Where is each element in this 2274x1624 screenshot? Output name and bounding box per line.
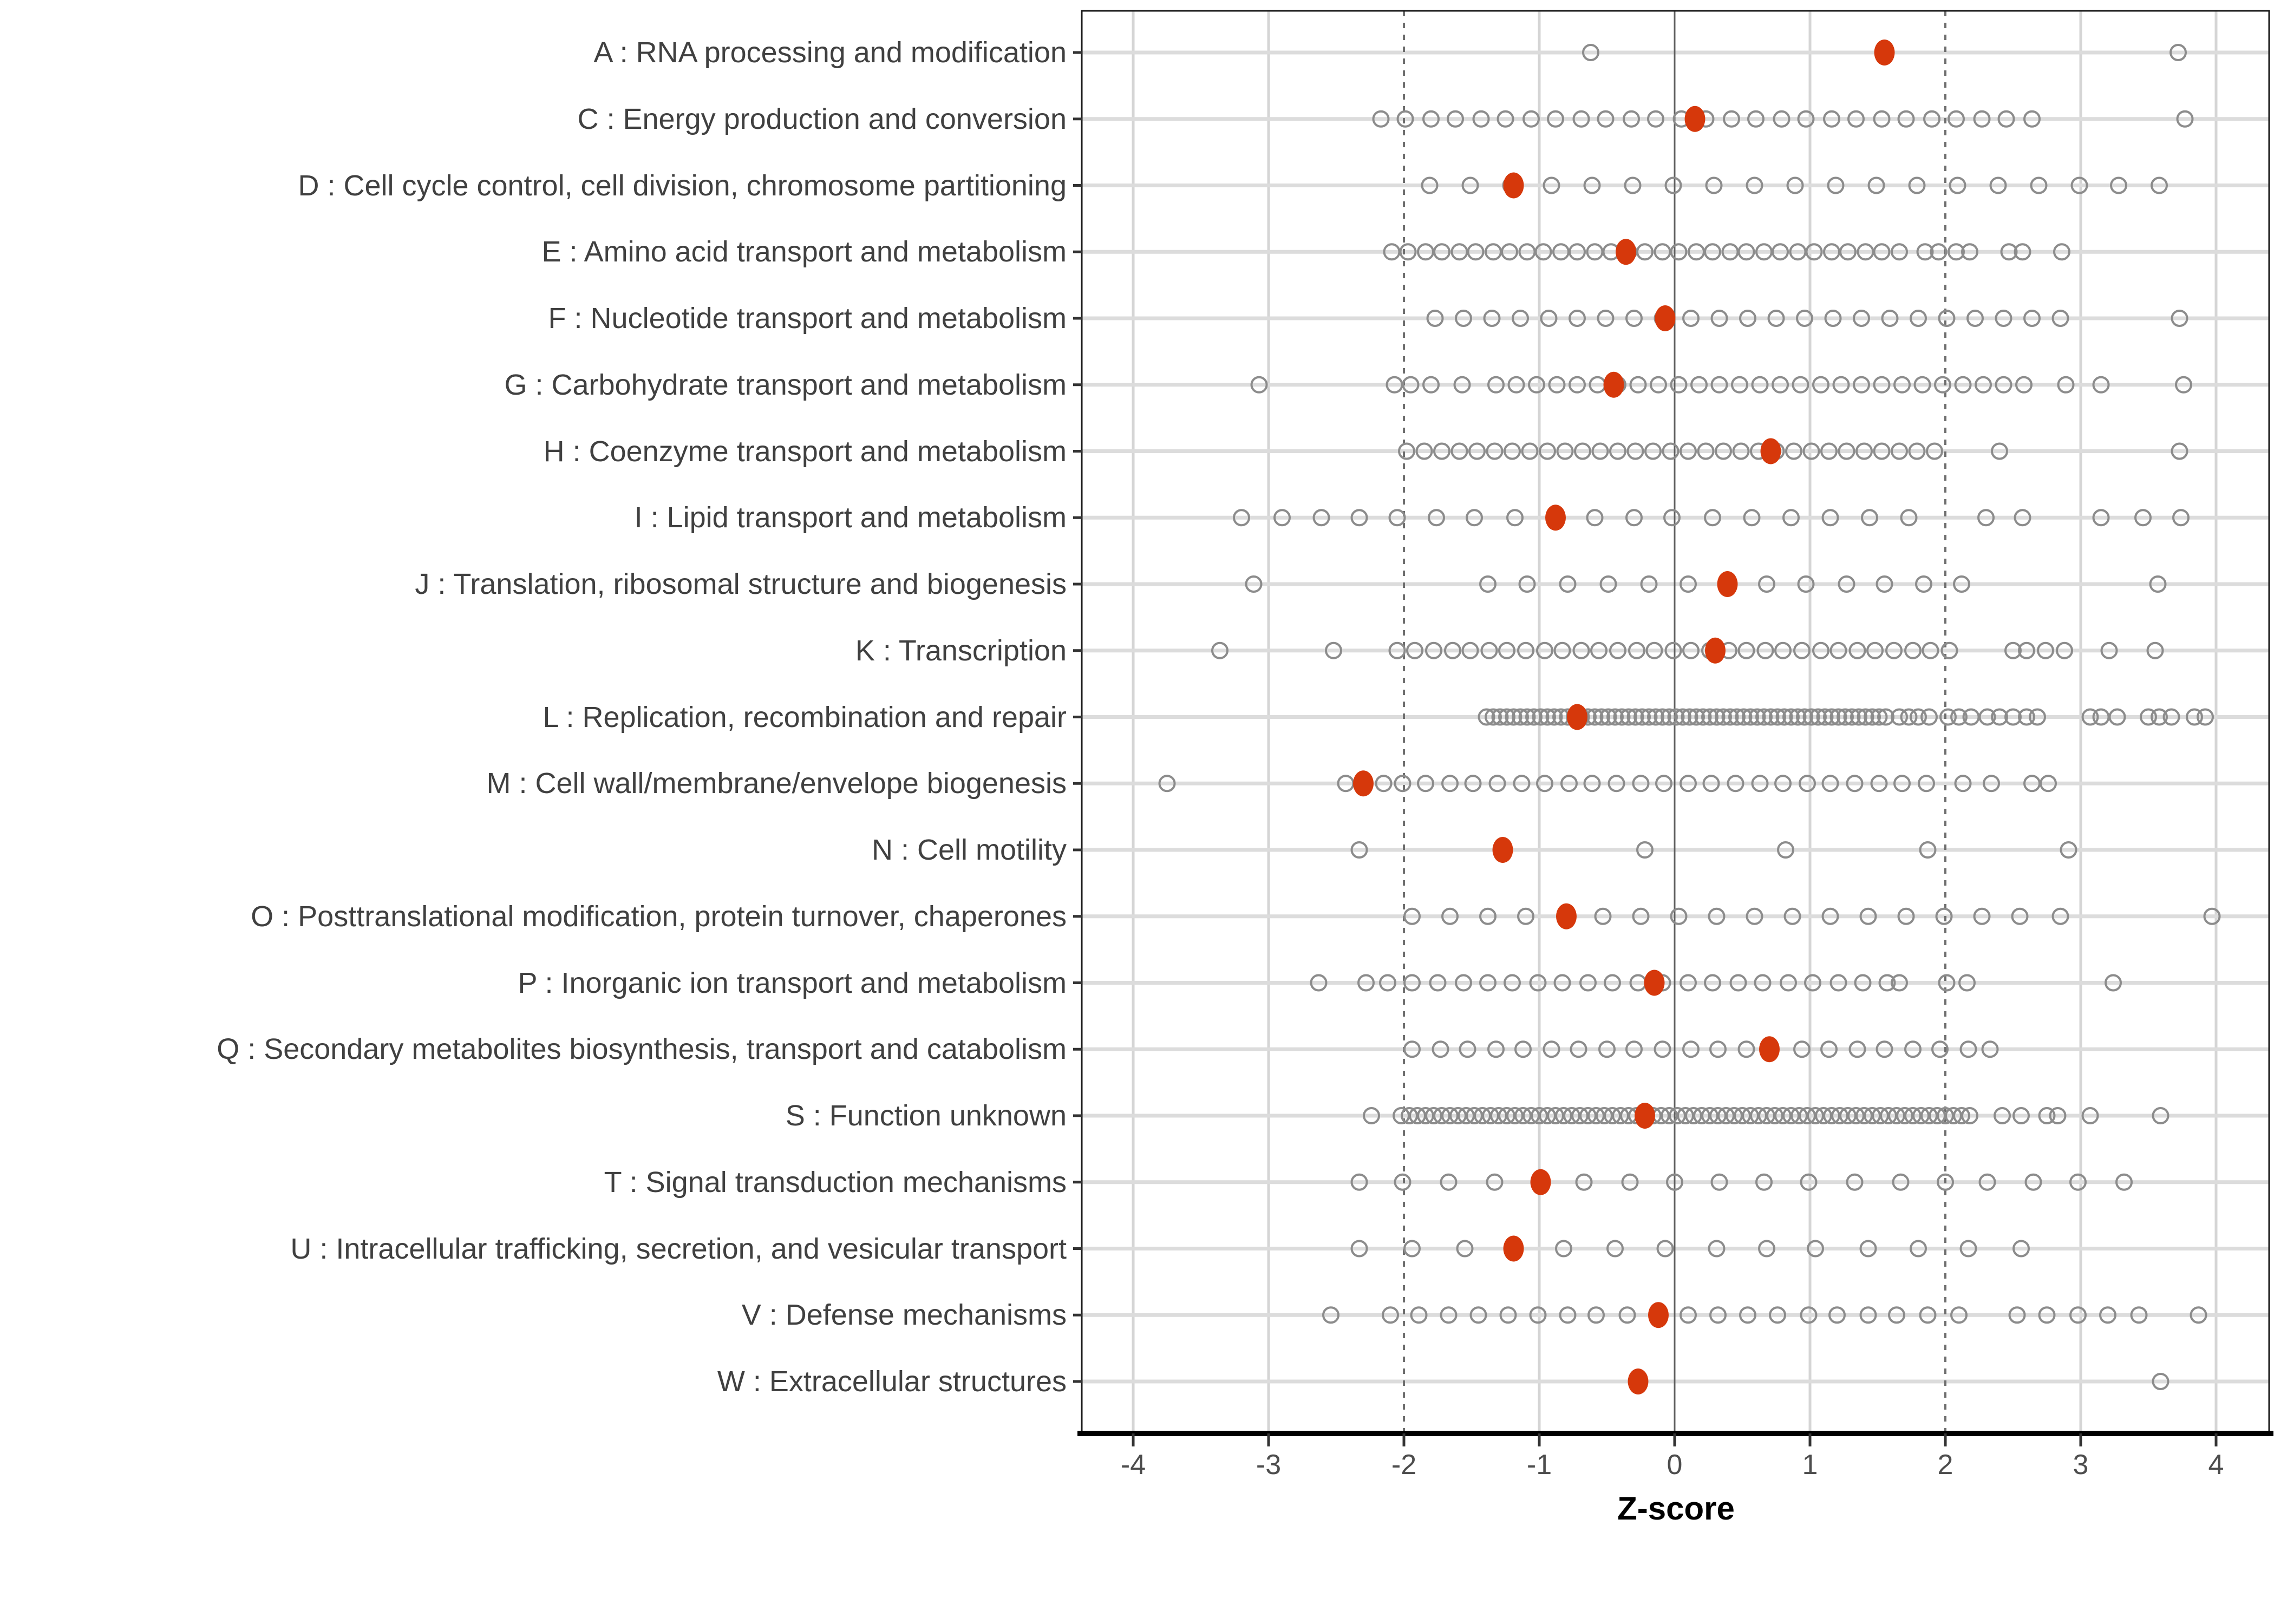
x-axis-title: Z-score <box>1617 1490 1735 1527</box>
category-label: F : Nucleotide transport and metabolism <box>548 302 1067 335</box>
query-point <box>1556 903 1577 929</box>
x-tick-label: 2 <box>1937 1449 1953 1481</box>
category-label: M : Cell wall/membrane/envelope biogenesis <box>486 767 1067 800</box>
x-tick-label: -4 <box>1120 1449 1146 1481</box>
category-label: E : Amino acid transport and metabolism <box>541 235 1067 269</box>
query-point <box>1628 1368 1649 1394</box>
query-point <box>1616 239 1636 265</box>
query-point <box>1504 1236 1524 1262</box>
category-label: V : Defense mechanisms <box>741 1299 1067 1332</box>
x-tick-label: -3 <box>1256 1449 1282 1481</box>
category-label: T : Signal transduction mechanisms <box>604 1165 1067 1199</box>
category-label: G : Carbohydrate transport and metabolism <box>504 368 1067 401</box>
x-tick-label: -2 <box>1391 1449 1417 1481</box>
category-label: O : Posttranslational modification, protein turnover, chaperones <box>251 900 1067 933</box>
category-label: K : Transcription <box>855 634 1067 667</box>
x-tick-label: 1 <box>1802 1449 1818 1481</box>
category-label: J : Translation, ribosomal structure and biogenesis <box>415 568 1067 600</box>
query-point <box>1635 1103 1655 1129</box>
query-point <box>1504 173 1524 199</box>
category-label: D : Cell cycle control, cell division, chromosome partitioning <box>298 169 1067 202</box>
query-point <box>1874 40 1895 66</box>
x-tick-label: 0 <box>1667 1449 1683 1481</box>
category-label: P : Inorganic ion transport and metabolism <box>518 966 1067 999</box>
x-tick-label: 4 <box>2208 1449 2224 1481</box>
query-point <box>1759 1036 1780 1062</box>
query-point <box>1648 1302 1669 1328</box>
query-point <box>1761 438 1781 464</box>
query-point <box>1353 770 1374 796</box>
query-point <box>1567 704 1587 730</box>
query-point <box>1705 638 1726 664</box>
category-label: S : Function unknown <box>785 1099 1067 1132</box>
legend <box>0 1564 2274 1602</box>
category-label: Q : Secondary metabolites biosynthesis, transport and catabolism <box>217 1033 1067 1066</box>
query-point <box>1685 106 1706 132</box>
x-tick-label: -1 <box>1526 1449 1552 1481</box>
x-tick-label: 3 <box>2073 1449 2089 1481</box>
query-point <box>1655 305 1676 331</box>
category-label: U : Intracellular trafficking, secretion, and vesicular transport <box>290 1232 1067 1265</box>
category-label: A : RNA processing and modification <box>593 36 1067 69</box>
category-label: H : Coenzyme transport and metabolism <box>543 435 1067 468</box>
query-point <box>1531 1169 1551 1195</box>
query-point <box>1604 372 1624 398</box>
category-label: C : Energy production and conversion <box>577 102 1067 135</box>
query-point <box>1644 970 1665 996</box>
category-label: N : Cell motility <box>871 834 1067 866</box>
query-point <box>1493 837 1513 863</box>
query-point <box>1545 505 1566 531</box>
category-label: I : Lipid transport and metabolism <box>634 501 1067 534</box>
category-label: L : Replication, recombination and repair <box>543 700 1067 734</box>
query-point <box>1717 571 1738 597</box>
category-label: W : Extracellular structures <box>717 1365 1067 1398</box>
